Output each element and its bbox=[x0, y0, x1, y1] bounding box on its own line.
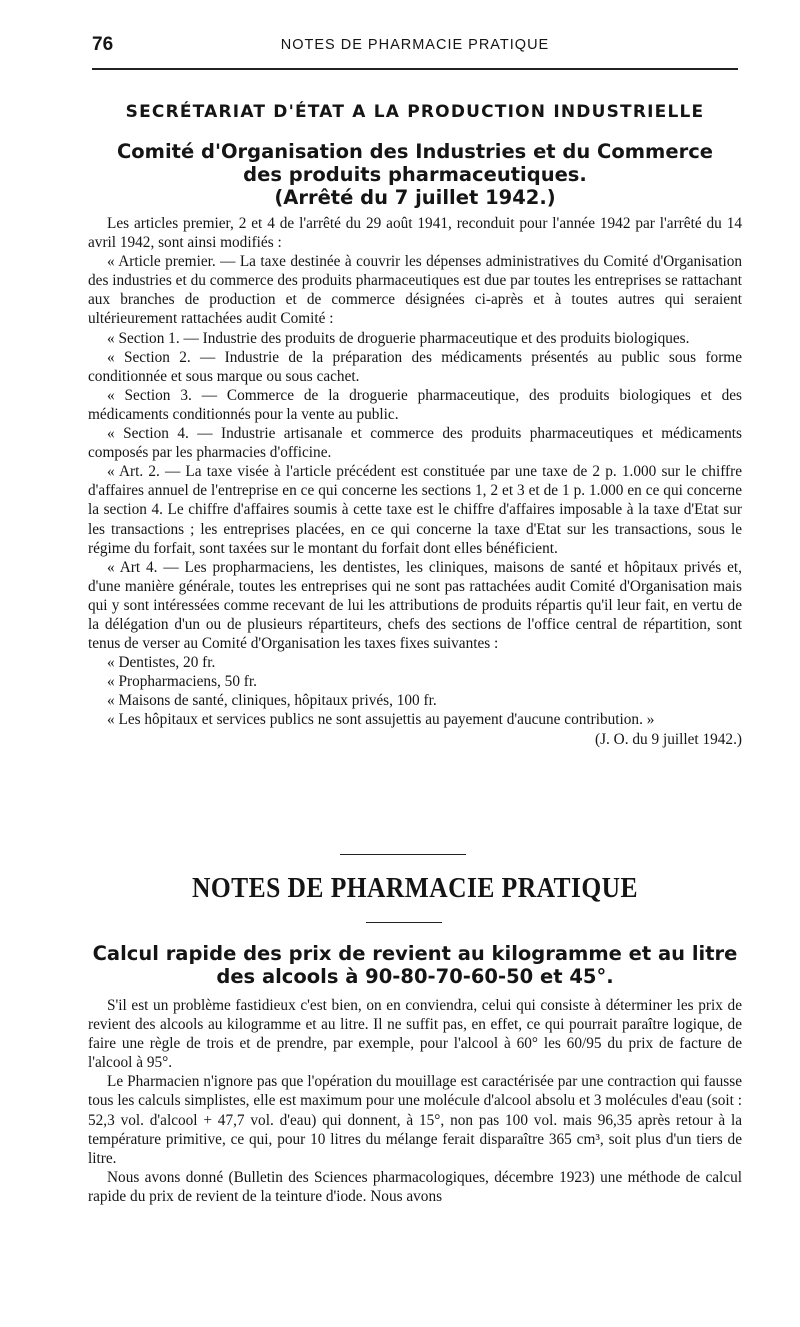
decree-paragraph: « Section 3. — Commerce de la droguerie pharmaceutique, des produits biologiques et des médicaments conditionnés pour la vente au public. bbox=[88, 386, 742, 423]
article-paragraph: Nous avons donné (Bulletin des Sciences pharmacologiques, décembre 1923) une méthode de calcul rapide du prix de revient de la teinture d'iode. Nous avons bbox=[88, 1168, 742, 1205]
decree-paragraph: « Article premier. — La taxe destinée à couvrir les dépenses administratives du Comité d'Organisation des industries et du commerce des produits pharmaceutiques est due par toutes les entreprises se rattachant aux branches de production et de commerce désignées ci-après et à toutes autres qui seraient ultérieurement rattachées audit Comité : bbox=[88, 253, 742, 328]
decree-closing-text: « Les hôpitaux et services publics ne sont assujettis au payement d'aucune contribution. » bbox=[107, 711, 655, 729]
title-underline bbox=[366, 922, 442, 923]
article-title-line: Calcul rapide des prix de revient au kilogramme et au litre bbox=[92, 942, 738, 965]
decree-paragraph: « Dentistes, 20 fr. bbox=[107, 654, 216, 672]
page-header bbox=[92, 30, 738, 60]
decree-title-line: Comité d'Organisation des Industries et du Commerce bbox=[116, 140, 714, 163]
running-title: NOTES DE PHARMACIE PRATIQUE bbox=[280, 37, 550, 53]
decree-paragraph: « Maisons de santé, cliniques, hôpitaux privés, 100 fr. bbox=[107, 692, 437, 710]
decree-paragraph: « Propharmaciens, 50 fr. bbox=[107, 673, 257, 691]
decree-title-line: des produits pharmaceutiques. bbox=[243, 163, 587, 186]
article-title-line: des alcools à 90-80-70-60-50 et 45°. bbox=[216, 965, 614, 988]
decree-paragraph bbox=[88, 710, 742, 748]
decree-source: (J. O. du 9 juillet 1942.) bbox=[594, 730, 742, 748]
article-title bbox=[88, 942, 742, 988]
decree-title bbox=[88, 140, 742, 209]
decree-paragraph: « Section 4. — Industrie artisanale et commerce des produits pharmaceutiques et médicaments composés par les pharmacies d'officine. bbox=[88, 425, 742, 462]
decree-paragraph: « Section 1. — Industrie des produits de droguerie pharmaceutique et des produits biologiques. bbox=[107, 329, 690, 347]
decree-paragraph: « Art 4. — Les propharmaciens, les dentistes, les cliniques, maisons de santé et hôpitaux privés et, d'une manière générale, toutes les entreprises qui ne sont pas rattachées audit Comité d'Organisation mais qui y sont intéressées comme recevant de lui les attributions de produits répartis qu'il leur fait, en vertu de la délégation d'un ou de plusieurs répartiteurs, chefs des sections de l'office central de répartition, sont tenus de verser au Comité d'Organisation les taxes fixes suivantes : bbox=[88, 558, 742, 653]
article-body bbox=[88, 996, 742, 1206]
decree-title-line: (Arrêté du 7 juillet 1942.) bbox=[274, 186, 556, 209]
decree-body bbox=[88, 214, 742, 749]
section-separator bbox=[340, 854, 466, 855]
article-paragraph: Le Pharmacien n'ignore pas que l'opération du mouillage est caractérisée par une contraction qui fausse tous les calculs simplistes, elle est maximum pour une molécule d'alcool absolu et 3 molécules d'eau (soit : 52,3 vol. d'alcool + 47,7 vol. d'eau) qui donnent, à 15°, non pas 100 vol. mais 96,35 après retour à la température primitive, ce qui, pour 10 litres du mélange ferait disparaître 365 cm³, soit plus d'un tiers de litre. bbox=[88, 1073, 742, 1167]
section-title: NOTES DE PHARMACIE PRATIQUE bbox=[192, 872, 638, 904]
decree-paragraph: « Section 2. — Industrie de la préparation des médicaments présentés au public sous forme conditionnée et sous marque ou sous cachet. bbox=[88, 348, 742, 385]
header-rule bbox=[92, 68, 738, 70]
article-paragraph: S'il est un problème fastidieux c'est bien, on en conviendra, celui qui consiste à déterminer les prix de revient des alcools au kilogramme et au litre. Il ne suffit pas, en effet, ce qui pourrait paraître logique, de faire une règle de trois et de prendre, par exemple, pour l'alcool à 60° les 60/95 du prix de facture de l'alcool à 95°. bbox=[88, 997, 742, 1072]
decree-authority: SECRÉTARIAT D'ÉTAT A LA PRODUCTION INDUSTRIELLE bbox=[125, 102, 705, 122]
decree-paragraph: « Art. 2. — La taxe visée à l'article précédent est constituée par une taxe de 2 p. 1.000 sur le chiffre d'affaires annuel de l'entreprise en ce qui concerne les sections 1, 2 et 3 et de 1 p. 1.000 en ce qui concerne la section 4. Le chiffre d'affaires soumis à cette taxe est le chiffre d'affaires imposable à la taxe d'Etat sur les transactions ; les entreprises placées, en ce qui concerne la taxe d'Etat sur les transactions, sous le régime du forfait, sont taxées sur le montant du forfait dont elles bénéficient. bbox=[88, 463, 742, 557]
page-number: 76 bbox=[92, 34, 114, 55]
decree-paragraph: Les articles premier, 2 et 4 de l'arrêté du 29 août 1941, reconduit pour l'année 1942 par l'arrêté du 14 avril 1942, sont ainsi modifiés : bbox=[88, 215, 742, 252]
